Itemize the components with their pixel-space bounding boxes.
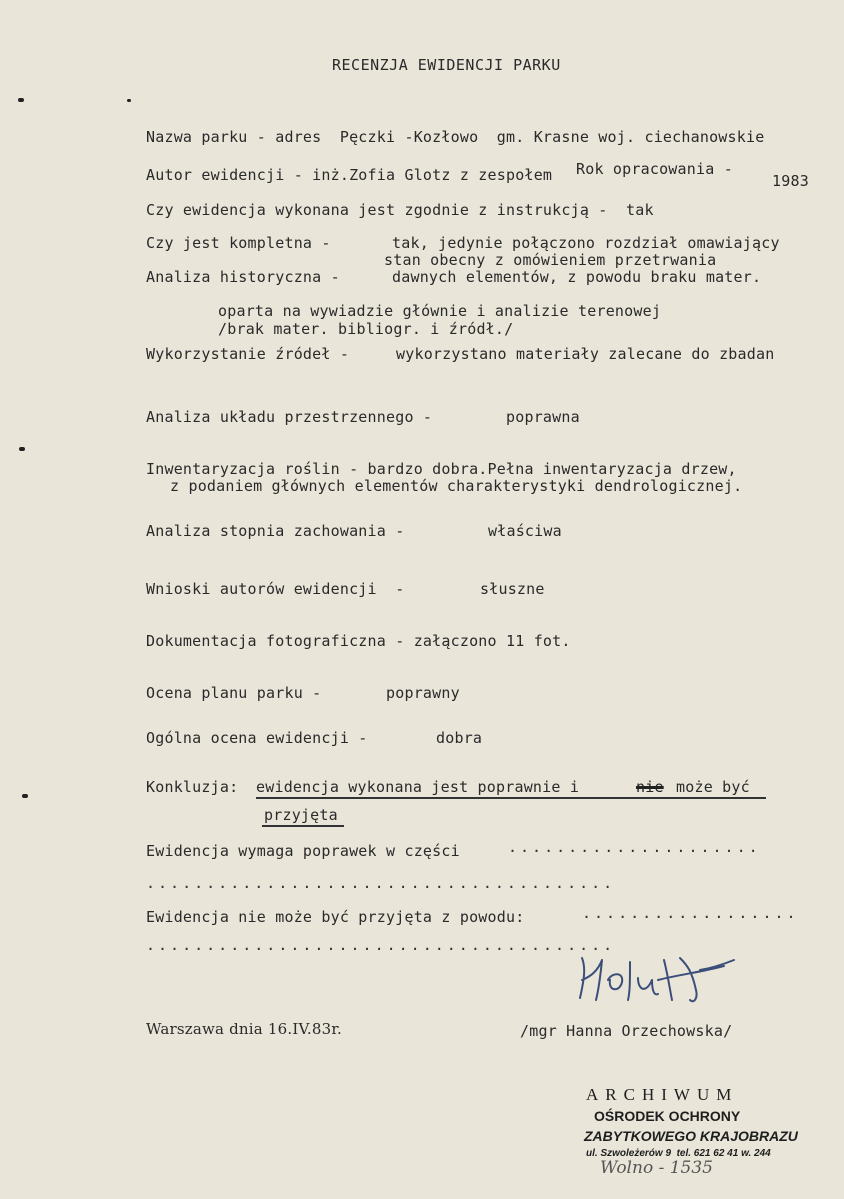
sources-value: wykorzystano materiały zalecane do zbadan [396, 345, 775, 363]
needs-fix-row: Ewidencja wymaga poprawek w części [146, 842, 460, 860]
overall-label: Ogólna ocena ewidencji - [146, 729, 368, 747]
plants-row-2: z podaniem głównych elementów charakterystyki dendrologicznej. [170, 477, 743, 495]
signature-image [572, 950, 762, 1010]
not-accepted-dots-2: ....................................... [146, 936, 616, 954]
complete-value-2: stan obecny z omówieniem przetrwania [384, 251, 717, 269]
stamp-archive: ARCHIWUM [586, 1085, 739, 1104]
park-name-row: Nazwa parku - adres Pęczki -Kozłowo gm. Krasne woj. ciechanowskie [146, 128, 765, 146]
conclusion-value-1: ewidencja wykonana jest poprawnie i [256, 778, 580, 796]
reviewer-name: /mgr Hanna Orzechowska/ [520, 1022, 733, 1040]
conclusion-value-2: może być [676, 778, 750, 796]
conclusion-underline-2 [262, 825, 344, 827]
stamp-line-2: OŚRODEK OCHRONY [594, 1108, 741, 1124]
complete-value-3: dawnych elementów, z powodu braku mater. [392, 268, 762, 286]
handwritten-note: Wolno - 1535 [600, 1158, 713, 1178]
spatial-value: poprawna [506, 408, 580, 426]
conclusion-underline [256, 797, 766, 799]
historical-label: Analiza historyczna - [146, 268, 340, 286]
plan-label: Ocena planu parku - [146, 684, 322, 702]
conclusion-value-3: przyjęta [264, 806, 338, 824]
photo-doc-row: Dokumentacja fotograficzna - załączono 11 fot. [146, 632, 571, 650]
punch-hole-small [127, 99, 131, 102]
overall-value: dobra [436, 729, 483, 747]
place-date: Warszawa dnia 16.IV.83r. [146, 1020, 343, 1038]
conclusions-label: Wnioski autorów ewidencji - [146, 580, 405, 598]
stamp-line-4: ul. Szwoleżerów 9 tel. 621 62 41 w. 244 [586, 1148, 771, 1159]
preservation-label: Analiza stopnia zachowania - [146, 522, 405, 540]
preservation-value: właściwa [488, 522, 562, 540]
conclusions-value: słuszne [480, 580, 545, 598]
conclusion-label: Konkluzja: [146, 778, 239, 796]
page-title: RECENZJA EWIDENCJI PARKU [332, 56, 561, 74]
year-label: Rok opracowania - [576, 160, 733, 178]
stamp-line-3: ZABYTKOWEGO KRAJOBRAZU [584, 1128, 798, 1144]
not-accepted-row: Ewidencja nie może być przyjęta z powodu: [146, 908, 525, 926]
historical-value-2: /brak mater. bibliogr. i źródł./ [218, 320, 514, 338]
plants-row-1: Inwentaryzacja roślin - bardzo dobra.Pełna inwentaryzacja drzew, [146, 460, 737, 478]
needs-fix-dots: ..................... [508, 838, 761, 856]
punch-hole-top [18, 98, 24, 102]
needs-fix-dots-2: ....................................... [146, 874, 616, 892]
historical-value-1: oparta na wywiadzie głównie i analizie terenowej [218, 302, 662, 320]
author-row: Autor ewidencji - inż.Zofia Glotz z zespołem [146, 166, 553, 184]
spatial-label: Analiza układu przestrzennego - [146, 408, 433, 426]
not-accepted-dots: .................. [582, 904, 799, 922]
year-value: 1983 [772, 172, 809, 190]
sources-label: Wykorzystanie źródeł - [146, 345, 350, 363]
punch-hole-lower [22, 794, 28, 798]
complete-value-1: tak, jedynie połączono rozdział omawiający [392, 234, 780, 252]
plan-value: poprawny [386, 684, 460, 702]
punch-hole-upper [19, 447, 25, 451]
complete-label: Czy jest kompletna - [146, 234, 331, 252]
instruction-row: Czy ewidencja wykonana jest zgodnie z instrukcją - tak [146, 201, 654, 219]
conclusion-struck: nie [636, 778, 664, 796]
